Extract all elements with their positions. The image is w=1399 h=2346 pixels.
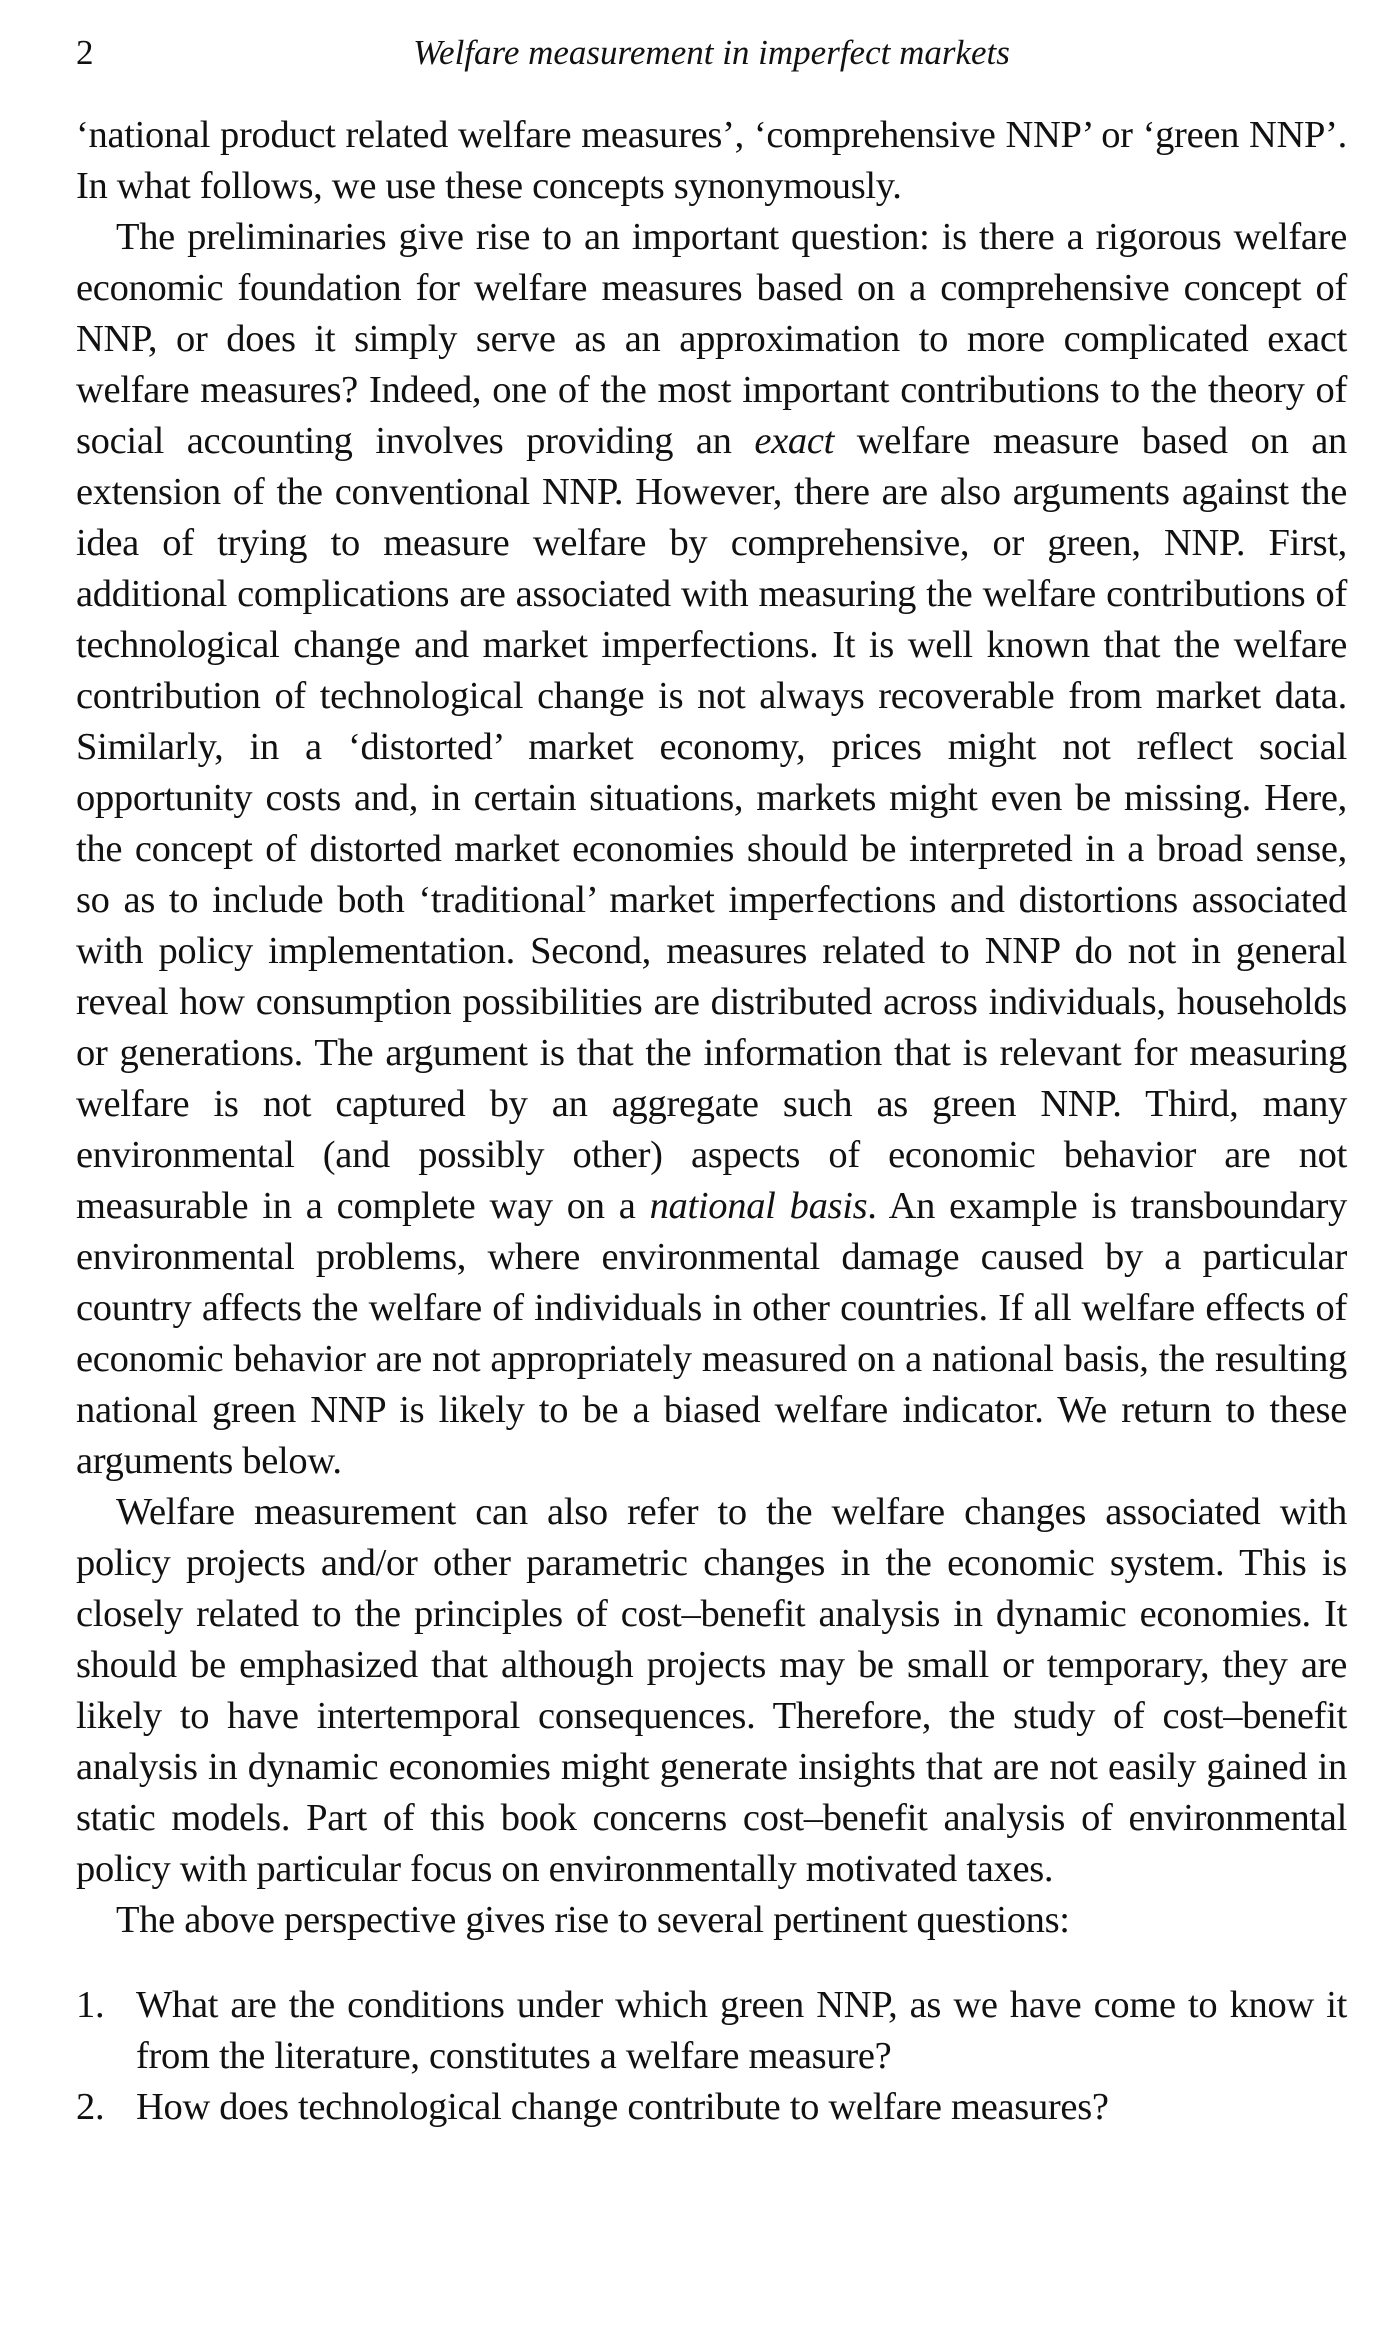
paragraph-questions-intro: The above perspective gives rise to several pertinent questions:	[116, 1899, 1070, 1941]
question-item	[76, 2082, 1347, 2133]
spacer	[76, 1946, 1347, 1980]
question-number: 2.	[76, 2086, 105, 2128]
paragraph-continuation: ‘national product related welfare measures’, ‘comprehensive NNP’ or ‘green NNP’. In what follows, we use these concepts synonymously.	[76, 114, 1347, 207]
question-text: How does technological change contribute to welfare measures?	[136, 2086, 1109, 2128]
page-number: 2	[76, 33, 94, 72]
body-text	[76, 110, 1347, 2133]
emphasis-national-basis: national basis	[649, 1185, 868, 1227]
question-list	[76, 1980, 1347, 2133]
running-header	[76, 26, 1347, 80]
paragraph-welfare-foundation: The preliminaries give rise to an important question: is there a rigorous welfare economic foundation for welfare measures based on a comprehensive concept of NNP, or does it simply serve as an approximation to more complicated exact welfare measures? Indeed, one of the most important contributions to the theory of social accounting involves providing an exact welfare measure based on an extension of the conventional NNP. However, there are also arguments against the idea of trying to measure welfare by comprehensive, or green, NNP. First, additional complications are associated with measuring the welfare contributions of technological change and market imperfections. It is well known that the welfare contribution of technological change is not always recoverable from market data. Similarly, in a ‘distorted’ market economy, prices might not reflect social opportunity costs and, in certain situations, markets might even be missing. Here, the concept of distorted market economies should be interpreted in a broad sense, so as to include both ‘traditional’ market imperfections and distortions associated with policy implementation. Second, measures related to NNP do not in general reveal how consumption possibilities are distributed across individuals, households or generations. The argument is that the information that is relevant for measuring welfare is not captured by an aggregate such as green NNP. Third, many environmental (and possibly other) aspects of economic behavior are not measurable in a complete way on a national basis. An example is transboundary environmental problems, where environmental damage caused by a particular country affects the welfare of individuals in other countries. If all welfare effects of economic behavior are not appropriately measured on a national basis, the resulting national green NNP is likely to be a biased welfare indicator. We return to these arguments below.	[76, 216, 1347, 1482]
question-item	[76, 1980, 1347, 2082]
paragraph-cost-benefit: Welfare measurement can also refer to the welfare changes associated with policy projects and/or other parametric changes in the economic system. This is closely related to the principles of cost–benefit analysis in dynamic economies. It should be emphasized that although projects may be small or temporary, they are likely to have intertemporal consequences. Therefore, the study of cost–benefit analysis in dynamic economies might generate insights that are not easily gained in static models. Part of this book concerns cost–benefit analysis of environmental policy with particular focus on environmentally motivated taxes.	[76, 1491, 1347, 1890]
running-title: Welfare measurement in imperfect markets	[413, 33, 1010, 72]
question-text: What are the conditions under which green NNP, as we have come to know it from the literature, constitutes a welfare measure?	[136, 1984, 1347, 2077]
book-page	[76, 26, 1347, 2133]
emphasis-exact: exact	[754, 420, 835, 462]
question-number: 1.	[76, 1984, 105, 2026]
